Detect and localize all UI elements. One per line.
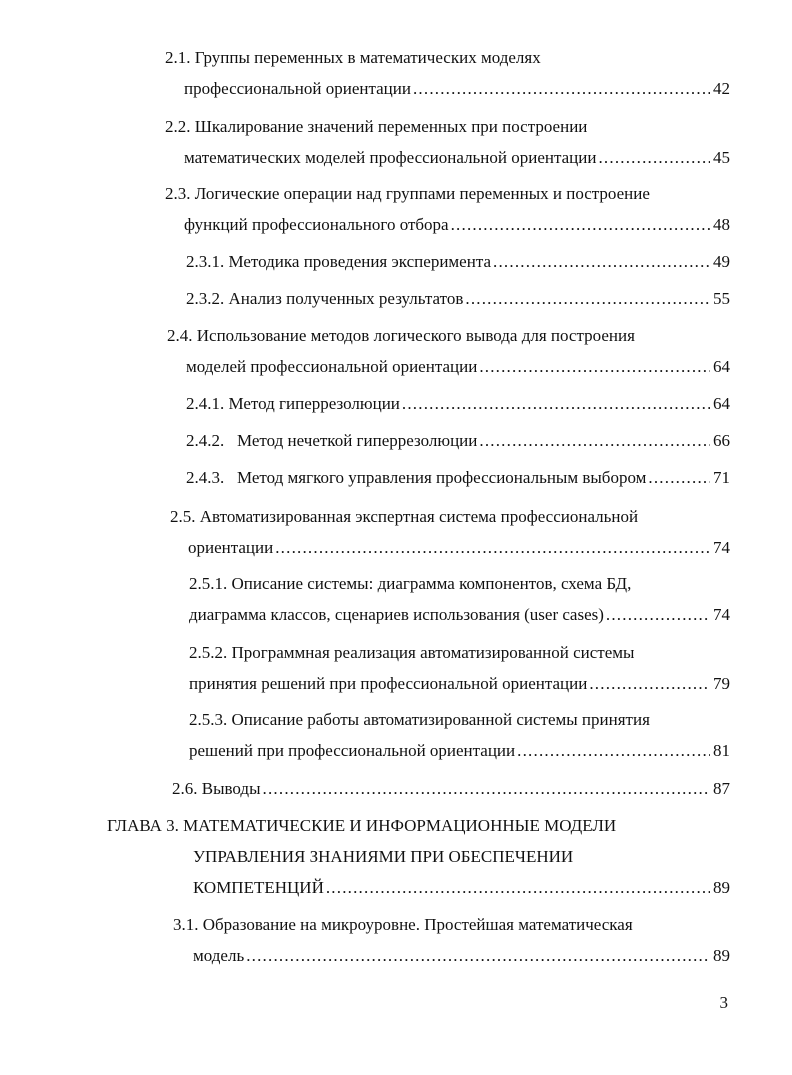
toc-entry-3-1-line-1: 3.1. Образование на микроуровне. Простейшая математическая [173,915,633,934]
dot-leader [479,430,710,452]
toc-entry-2-4-line-1: 2.4. Использование методов логического вывода для построения [167,326,635,345]
toc-page-number: 87 [713,779,730,798]
toc-page-number: 79 [713,674,730,693]
toc-page-number: 74 [713,605,730,624]
toc-chapter-3-line-1: ГЛАВА 3. МАТЕМАТИЧЕСКИЕ И ИНФОРМАЦИОННЫЕ МОДЕЛИ [107,816,617,835]
toc-page-number: 42 [713,79,730,98]
toc-page-number: 66 [713,431,730,450]
toc-entry-text: 2.4.3. Метод мягкого управления профессиональным выбором [186,468,647,487]
toc-entry-2-5-3-line-1: 2.5.3. Описание работы автоматизированной системы принятия [189,710,650,729]
dot-leader [517,740,710,762]
toc-entry-text: 2.4.1. Метод гиперрезолюции [186,394,400,413]
toc-entry-text: 2.6. Выводы [172,779,261,798]
toc-entry-2-3 [184,214,730,236]
toc-entry-2-4-2 [186,430,730,452]
dot-leader [493,251,710,273]
dot-leader [402,393,710,415]
toc-chapter-3 [193,877,730,899]
dot-leader [648,467,710,489]
dot-leader [465,288,710,310]
dot-leader [326,877,710,899]
toc-page-number: 55 [713,289,730,308]
toc-entry-2-3-line-1: 2.3. Логические операции над группами переменных и построение [165,184,650,203]
toc-page-number: 71 [713,468,730,487]
toc-page-number: 48 [713,215,730,234]
toc-entry-2-4 [186,356,730,378]
toc-page-number: 45 [713,148,730,167]
toc-page-number: 49 [713,252,730,271]
toc-entry-text: ориентации [188,538,274,557]
toc-entry-2-4-1 [186,393,730,415]
toc-entry-2-5-2 [189,673,730,695]
toc-entry-text: КОМПЕТЕНЦИЙ [193,878,324,897]
toc-entry-2-5-1 [189,604,730,626]
toc-entry-text: профессиональной ориентации [184,79,411,98]
toc-entry-2-5-3 [189,740,730,762]
toc-entry-text: 2.4.2. Метод нечеткой гиперрезолюции [186,431,478,450]
toc-entry-text: моделей профессиональной ориентации [186,357,478,376]
toc-entry-2-4-3 [186,467,730,489]
toc-entry-2-2 [184,147,730,169]
toc-entry-2-5-line-1: 2.5. Автоматизированная экспертная система профессиональной [170,507,639,526]
page-number: 3 [719,993,728,1012]
toc-page-number: 74 [713,538,730,557]
dot-leader [589,673,710,695]
toc-page-number: 81 [713,741,730,760]
dot-leader [275,537,710,559]
toc-entry-3-1 [193,945,730,967]
toc-entry-text: функций профессионального отбора [184,215,449,234]
dot-leader [246,945,710,967]
toc-entry-2-2-line-1: 2.2. Шкалирование значений переменных при построении [165,117,588,136]
dot-leader [263,778,710,800]
toc-entry-text: диаграмма классов, сценариев использования (user cases) [189,605,604,624]
toc-page-number: 64 [713,394,730,413]
toc-entry-text: 2.3.2. Анализ полученных результатов [186,289,464,308]
toc-entry-2-6 [172,778,730,800]
toc-page-number: 89 [713,946,730,965]
toc-entry-text: модель [193,946,245,965]
toc-page-number: 64 [713,357,730,376]
dot-leader [451,214,710,236]
dot-leader [598,147,710,169]
toc-entry-text: 2.3.1. Методика проведения эксперимента [186,252,492,271]
dot-leader [606,604,710,626]
toc-chapter-3-line-2: УПРАВЛЕНИЯ ЗНАНИЯМИ ПРИ ОБЕСПЕЧЕНИИ [193,847,574,866]
dot-leader [479,356,710,378]
toc-entry-text: математических моделей профессиональной ориентации [184,148,597,167]
toc-entry-2-5 [188,537,730,559]
toc-entry-2-3-2 [186,288,730,310]
toc-entry-text: принятия решений при профессиональной ориентации [189,674,588,693]
toc-entry-2-1 [184,78,730,100]
toc-entry-2-1-line-1: 2.1. Группы переменных в математических моделях [165,48,541,67]
dot-leader [413,78,710,100]
toc-entry-text: решений при профессиональной ориентации [189,741,516,760]
toc-page-number: 89 [713,878,730,897]
toc-entry-2-5-1-line-1: 2.5.1. Описание системы: диаграмма компонентов, схема БД, [189,574,632,593]
toc-entry-2-5-2-line-1: 2.5.2. Программная реализация автоматизированной системы [189,643,635,662]
toc-entry-2-3-1 [186,251,730,273]
